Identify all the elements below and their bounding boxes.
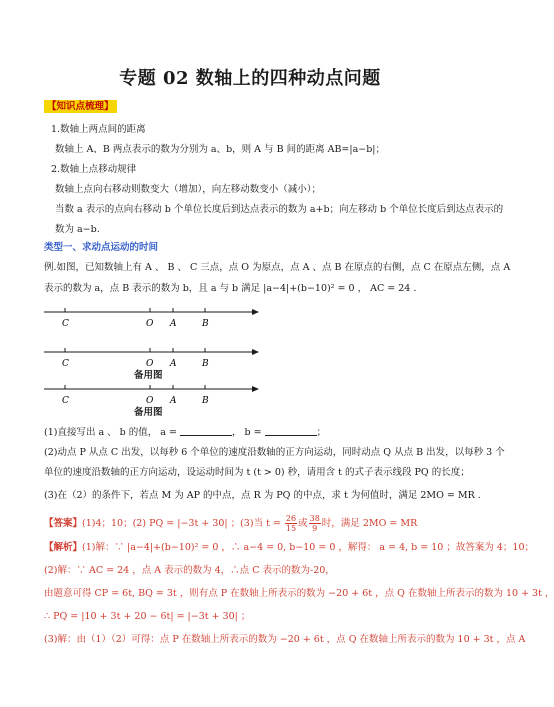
page-title: 专题 02 数轴上的四种动点问题 — [119, 68, 381, 89]
label-b: B — [202, 359, 209, 369]
label-a: A — [170, 396, 177, 406]
label-c: C — [62, 359, 69, 369]
type-1-heading: 类型一、求动点运动的时间 — [44, 242, 159, 253]
axis-arrow — [252, 349, 259, 355]
number-line-main — [40, 306, 262, 328]
backup-caption-2: 备用图 — [134, 407, 163, 418]
analysis-line-1: 【解析】(1)解：∵ |a−4|+(b−10)² = 0 ，∴ a−4 = 0, b−10 = 0 ，解得： a = 4, b = 10 ；故答案为 4；10； — [44, 542, 535, 553]
label-c: C — [62, 396, 69, 406]
question-3: (3)在（2）的条件下，若点 M 为 AP 的中点，点 R 为 PQ 的中点，求 t 为何值时，满足 2MO = MR . — [44, 490, 481, 501]
number-line-backup-1 — [40, 346, 262, 368]
analysis-line-5: (3)解：由（1）（2）可得：点 P 在数轴上所表示的数为 −20 + 6t ，点 Q 在数轴上所表示的数为 10 + 3t ，点 A — [44, 634, 526, 645]
analysis-tag: 【解析】 — [44, 542, 83, 553]
answer-tag: 【答案】 — [44, 518, 83, 529]
question-2-line-1: (2)动点 P 从点 C 出发，以每秒 6 个单位的速度沿数轴的正方向运动，同时动点 Q 从点 B 出发，以每秒 3 个 — [44, 447, 505, 458]
axis-arrow — [252, 309, 259, 315]
answer-fraction-2: $\frac{38}{9}$ — [309, 514, 320, 533]
label-o: O — [146, 396, 154, 406]
k2-body-1: 数轴上点向右移动则数变大（增加），向左移动数变小（减小）； — [55, 184, 322, 195]
answer-line: 【答案】(1)4；10；(2) PQ = |−3t + 30| ；(3)当 t = $\frac{26}{15}$ 或 $\frac{38}{9}$ 时，满足 2MO = MR — [44, 514, 418, 533]
answer-fraction-1: $\frac{26}{15}$ — [285, 514, 297, 533]
axis-arrow — [252, 386, 259, 392]
backup-caption-1: 备用图 — [134, 370, 163, 381]
label-o: O — [146, 319, 154, 329]
number-line-backup-2 — [40, 383, 262, 405]
knowledge-tag: 【知识点梳理】 — [44, 100, 117, 113]
k2-body-2: 当数 a 表示的点向右移动 b 个单位长度后到达点表示的数为 a+b；向左移动 b 个单位长度后到达点表示的 — [55, 204, 504, 215]
question-2-line-2: 单位的速度沿数轴的正方向运动，设运动时间为 t (t > 0) 秒，请用含 t 的式子表示线段 PQ 的长度； — [44, 467, 470, 478]
answer-blank-a[interactable] — [180, 426, 232, 436]
label-a: A — [170, 359, 177, 369]
example-line-2: 表示的数为 a，点 B 表示的数为 b，且 a 与 b 满足 |a−4|+(b−10)² = 0 ， AC = 24 . — [44, 283, 417, 294]
question-1: (1)直接写出 a 、 b 的值， a = ， b = ； — [44, 427, 327, 438]
answer-blank-b[interactable] — [265, 426, 317, 436]
analysis-line-3: 由题意可得 CP = 6t, BQ = 3t ，则有点 P 在数轴上所表示的数为 −20 + 6t ，点 Q 在数轴上所表示的数为 10 + 3t ， — [44, 588, 554, 599]
knowledge-section-tag — [44, 101, 117, 113]
label-b: B — [202, 319, 209, 329]
label-b: B — [202, 396, 209, 406]
analysis-line-2: (2)解：∵ AC = 24 ，点 A 表示的数为 4，∴点 C 表示的数为-20， — [44, 565, 335, 576]
k1-body: 数轴上 A、B 两点表示的数为分别为 a、b，则 A 与 B 间的距离 AB=|a−b|； — [55, 144, 385, 155]
analysis-line-4: ∴ PQ = |10 + 3t + 20 − 6t| = |−3t + 30| ； — [44, 611, 251, 622]
k1-heading: 1.数轴上两点间的距离 — [51, 124, 146, 135]
label-a: A — [170, 319, 177, 329]
k2-heading: 2.数轴上点移动规律 — [51, 164, 137, 175]
label-c: C — [62, 319, 69, 329]
k2-body-3: 数为 a−b. — [55, 224, 100, 235]
example-line-1: 例.如图，已知数轴上有 A 、 B 、 C 三点，点 O 为原点，点 A 、点 B 在原点的右侧，点 C 在原点左侧，点 A — [44, 262, 511, 273]
label-o: O — [146, 359, 154, 369]
